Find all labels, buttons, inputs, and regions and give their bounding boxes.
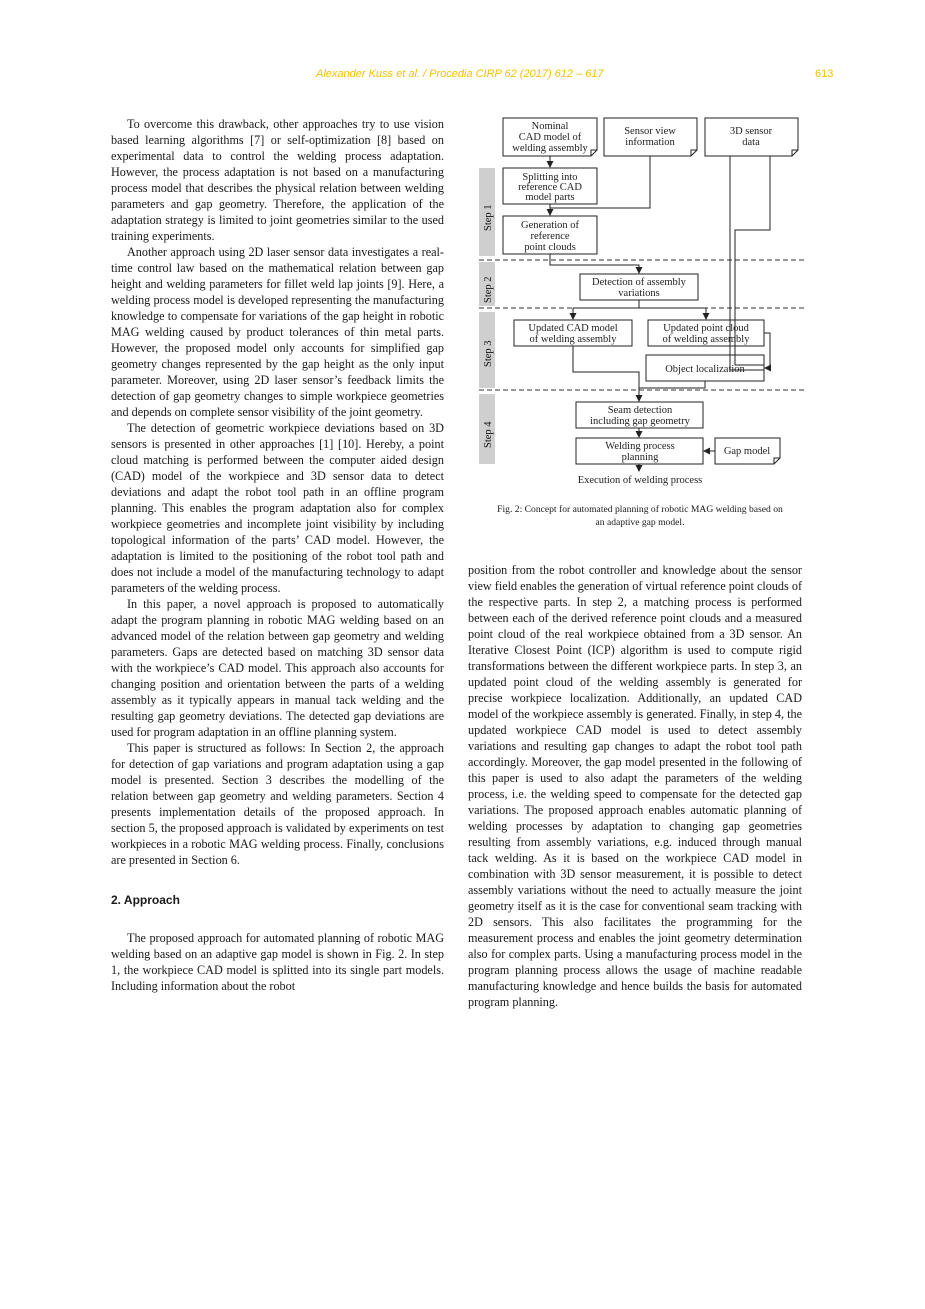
svg-text:Gap model: Gap model bbox=[723, 446, 771, 457]
svg-text:reference CAD: reference CAD bbox=[518, 182, 582, 193]
step-label: Step 1 bbox=[483, 204, 494, 231]
input-gap-model bbox=[715, 438, 780, 464]
right-column bbox=[468, 562, 802, 1010]
svg-text:data: data bbox=[742, 137, 760, 148]
step-bar-2 bbox=[479, 262, 495, 306]
svg-text:of welding assembly: of welding assembly bbox=[662, 334, 750, 345]
input-cad-model bbox=[503, 118, 597, 156]
box-object-localization bbox=[646, 355, 764, 381]
paragraph: The proposed approach for automated planning of robotic MAG welding based on an adaptive gap model is shown in Fig. 2. In step 1, the workpiece CAD model is splitted into its single part models. Including information about the robot bbox=[111, 931, 444, 993]
step-bar-4 bbox=[479, 394, 495, 464]
input-sensor-view bbox=[604, 118, 697, 156]
svg-text:Sensor view: Sensor view bbox=[624, 126, 676, 137]
svg-text:Seam detection: Seam detection bbox=[607, 405, 673, 416]
box-updated-point-cloud bbox=[648, 320, 764, 346]
paragraph: position from the robot controller and knowledge about the sensor view field enables the generation of virtual reference point clouds of the respective parts. In step 2, a matching process is performed between each of the derived reference point clouds and a measured point cloud of the real workpiece obtained from a 3D sensor. An Iterative Closest Point (ICP) algorithm is used to compute rigid transformations between the different workpiece parts. In step 3, an updated point cloud of the welding assembly is generated for precise workpiece localization. Additionally, an updated CAD model of the workpiece assembly is generated. Finally, in step 4, the updated workpiece CAD model is used to detect assembly variations and resulting gap changes to adapt the robot tool path accordingly. Moreover, the gap model presented in the following of this paper is used to also adapt the parameters of the welding process, i.e. the welding speed to compensate for the detected gap variations. The proposed approach enables automatic planning of welding processes by adaptation to changing gap geometries resulting from assembly variations, e.g. induced through manual tack welding. As it is based on the workpiece CAD model in combination with 3D sensor measurement, it is possible to detect assembly variations without the need to actually measure the joint geometry itself as it is the case for conventional seam tracking with 2D sensors. This also facilitates the programming for the measurement process and enables the joint geometry determination also for complex parts. Using a manufacturing process model in the program planning process allows the usage of machine readable manufacturing knowledge and hence builds the basis for automated program planning. bbox=[468, 563, 802, 1009]
svg-text:variations: variations bbox=[618, 288, 660, 299]
caption-line: Fig. 2: Concept for automated planning of robotic MAG welding based on bbox=[497, 504, 783, 515]
box-welding-planning bbox=[576, 438, 703, 464]
flow-diagram bbox=[470, 110, 810, 500]
running-title: Alexander Kuss et al. / Procedia CIRP 62 (2017) 612 – 617 bbox=[316, 68, 604, 80]
paragraph: The detection of geometric workpiece deviations based on 3D sensors is presented in other approaches [1] [10]. Hereby, a point cloud matching is performed between the computer aided design (CAD) model of the workpiece and 3D sensor data to detect deviations and adapt the robot tool path in an offline program planning. This enables the program adaptation also for complex workpiece geometries and incomplete joint visibility by including topological information of the parts’ CAD model. However, the adaptation is limited to the positioning of the robot tool path and does not include a model of the manufacturing technology to adapt parameters of the welding process. bbox=[111, 421, 444, 595]
figure-caption bbox=[470, 503, 810, 529]
left-column bbox=[111, 116, 444, 994]
paragraph: In this paper, a novel approach is proposed to automatically adapt the program planning in robotic MAG welding based on an advanced model of the relation between gap geometry and welding parameters. Gaps are detected based on matching 3D sensor data with the workpiece’s CAD model. This approach also accounts for changing position and orientation between the parts of a welding assembly as it typically appears in manual tack welding and the resulting gap geometry deviations. The detected gap deviations are used for program adaptation in an offline planning system. bbox=[111, 597, 444, 739]
svg-text:Detection of assembly: Detection of assembly bbox=[592, 277, 686, 288]
svg-text:including gap geometry: including gap geometry bbox=[590, 416, 690, 427]
svg-text:Splitting into: Splitting into bbox=[522, 172, 578, 183]
figure-2 bbox=[470, 110, 810, 500]
svg-text:Welding process: Welding process bbox=[605, 441, 675, 452]
step-bar-3 bbox=[479, 312, 495, 388]
box-seam-detection bbox=[576, 402, 703, 428]
step-bar-1 bbox=[479, 168, 495, 256]
box-updated-cad bbox=[514, 320, 632, 346]
page-number: 613 bbox=[815, 68, 834, 80]
svg-text:Updated point cloud: Updated point cloud bbox=[663, 323, 749, 334]
page-header bbox=[0, 68, 925, 84]
svg-text:model parts: model parts bbox=[525, 192, 575, 203]
svg-text:reference: reference bbox=[530, 231, 570, 242]
svg-text:Object localization: Object localization bbox=[665, 364, 745, 375]
box-detection bbox=[580, 274, 698, 300]
svg-text:Nominal: Nominal bbox=[531, 121, 569, 132]
paragraph: This paper is structured as follows: In Section 2, the approach for detection of gap variations and program adaptation using a gap model is presented. Section 3 describes the modelling of the relation between gap geometry and welding parameters. Section 4 presents implementation details of the proposed approach. In section 5, the proposed approach is validated by experiments on test workpieces in a robotic MAG welding process. Finally, conclusions are presented in Section 6. bbox=[111, 741, 444, 867]
svg-text:3D sensor: 3D sensor bbox=[729, 126, 773, 137]
paragraph: Another approach using 2D laser sensor data investigates a real-time control law based on the mathematical relation between gap height and welding parameters for fillet weld lap joints [9]. Here, a welding process model is developed representing the manufacturing knowledge to compensate for variations of the gap height in robotic MAG welding caused by product tolerances of thin metal parts. However, the proposed model only accounts for simplified gap geometry changes represented by the gap height as the only input parameter. Moreover, using 2D laser sensor’s feedback limits the detection of gap geometry changes to simple workpiece geometries and depends on complete sensor visibility of the joint geometry. bbox=[111, 245, 444, 419]
figure-output: Execution of welding process bbox=[577, 475, 703, 486]
paragraph: To overcome this drawback, other approaches try to use vision based learning algorithms [7] or self-optimization [8] based on experimental data to control the welding process adaptation. However, the process adaptation is not based on a manufacturing process model that describes the physical relation between welding parameters and gap geometry. Therefore, the application of the adaptation strategy is limited to joint geometries similar to the used training experiments. bbox=[111, 117, 444, 243]
box-splitting bbox=[503, 168, 597, 204]
svg-text:Updated CAD model: Updated CAD model bbox=[528, 323, 618, 334]
svg-text:point clouds: point clouds bbox=[524, 242, 576, 253]
svg-text:of welding assembly: of welding assembly bbox=[529, 334, 617, 345]
step-label: Step 2 bbox=[483, 276, 494, 303]
svg-text:CAD model of: CAD model of bbox=[518, 132, 582, 143]
svg-text:planning: planning bbox=[621, 452, 659, 463]
caption-line: an adaptive gap model. bbox=[595, 517, 685, 528]
svg-text:Generation of: Generation of bbox=[520, 220, 580, 231]
input-3d-sensor-data bbox=[705, 118, 798, 156]
section-heading: 2. Approach bbox=[111, 893, 180, 907]
box-generation bbox=[503, 216, 597, 254]
step-label: Step 4 bbox=[483, 421, 494, 448]
svg-text:information: information bbox=[625, 137, 675, 148]
svg-text:welding assembly: welding assembly bbox=[512, 143, 588, 154]
step-label: Step 3 bbox=[483, 340, 494, 367]
